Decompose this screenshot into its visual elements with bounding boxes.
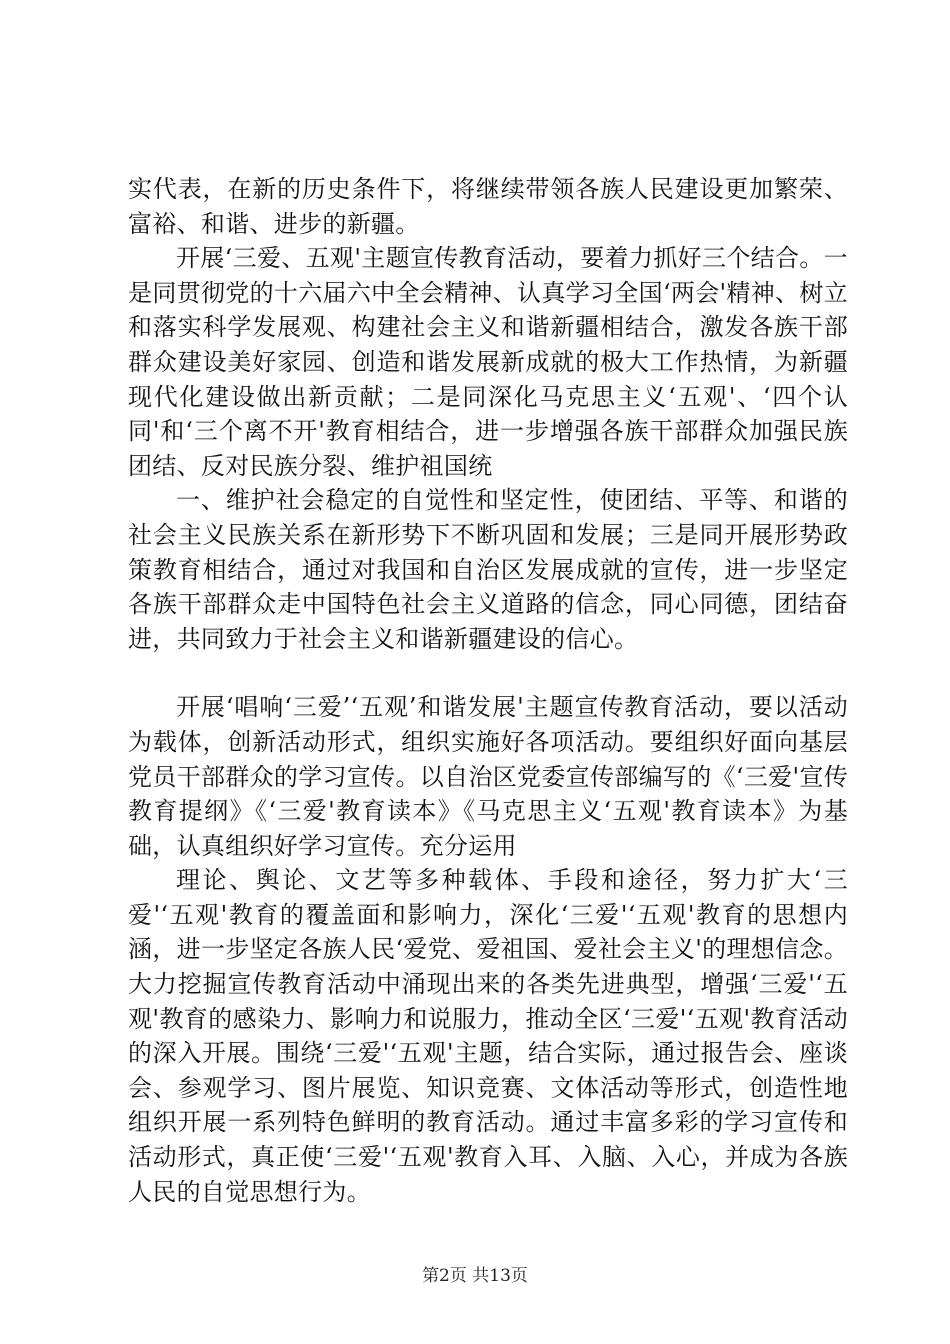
page-number-footer: 第2页 共13页 — [422, 1266, 528, 1286]
paragraph-continuation: 实代表，在新的历史条件下，将继续带领各族人民建设更加繁荣、富裕、和谐、进步的新疆。 — [128, 175, 848, 238]
paragraph-theory-media: 理论、舆论、文艺等多种载体、手段和途径，努力扩大‘三爱'‘五观'教育的覆盖面和影响力，深化‘三爱'‘五观'教育的思想内涵，进一步坚定各族人民‘爱党、爱祖国、爱社会主义'的理想信念。大力挖掘宣传教育活动中涌现出来的各类先进典型，增强‘三爱'‘五观'教育的感染力、影响力和说服力，推动全区‘三爱'‘五观'教育活动的深入开展。围绕‘三爱'‘五观'主题，结合实际，通过报告会、座谈会、参观学习、图片展览、知识竞赛、文体活动等形式，创造性地组织开展一系列特色鲜明的教育活动。通过丰富多彩的学习宣传和活动形式，真正使‘三爱'‘五观'教育入耳、入脑、入心，并成为各族人民的自觉思想行为。 — [128, 866, 848, 1206]
paragraph-activity-carrier: 开展‘唱响‘三爱’‘五观’和谐发展'主题宣传教育活动，要以活动为载体，创新活动形式，组织实施好各项活动。要组织好面向基层党员干部群众的学习宣传。以自治区党委宣传部编写的《‘三爱'宣传教育提纲》《‘三爱'教育读本》《马克思主义‘五观'教育读本》为基础，认真组织好学习宣传。充分运用 — [128, 693, 848, 860]
document-body — [128, 172, 848, 1209]
paragraph-gap — [128, 656, 848, 690]
paragraph-three-combinations: 开展‘三爱、五观'主题宣传教育活动，要着力抓好三个结合。一是同贯彻党的十六届六中全会精神、认真学习全国‘两会'精神、树立和落实科学发展观、构建社会主义和谐新疆相结合，激发各族干部群众建设美好家园、创造和谐发展新成就的极大工作热情，为新疆现代化建设做出新贡献；二是同深化马克思主义‘五观'、‘四个认同'和‘三个离不开'教育相结合，进一步增强各族干部群众加强民族团结、反对民族分裂、维护祖国统 — [128, 244, 848, 480]
paragraph-stability: 一、维护社会稳定的自觉性和坚定性，使团结、平等、和谐的社会主义民族关系在新形势下不断巩固和发展；三是同开展形势政策教育相结合，通过对我国和自治区发展成就的宣传，进一步坚定各族干部群众走中国特色社会主义道路的信念，同心同德，团结奋进，共同致力于社会主义和谐新疆建设的信心。 — [128, 486, 848, 653]
